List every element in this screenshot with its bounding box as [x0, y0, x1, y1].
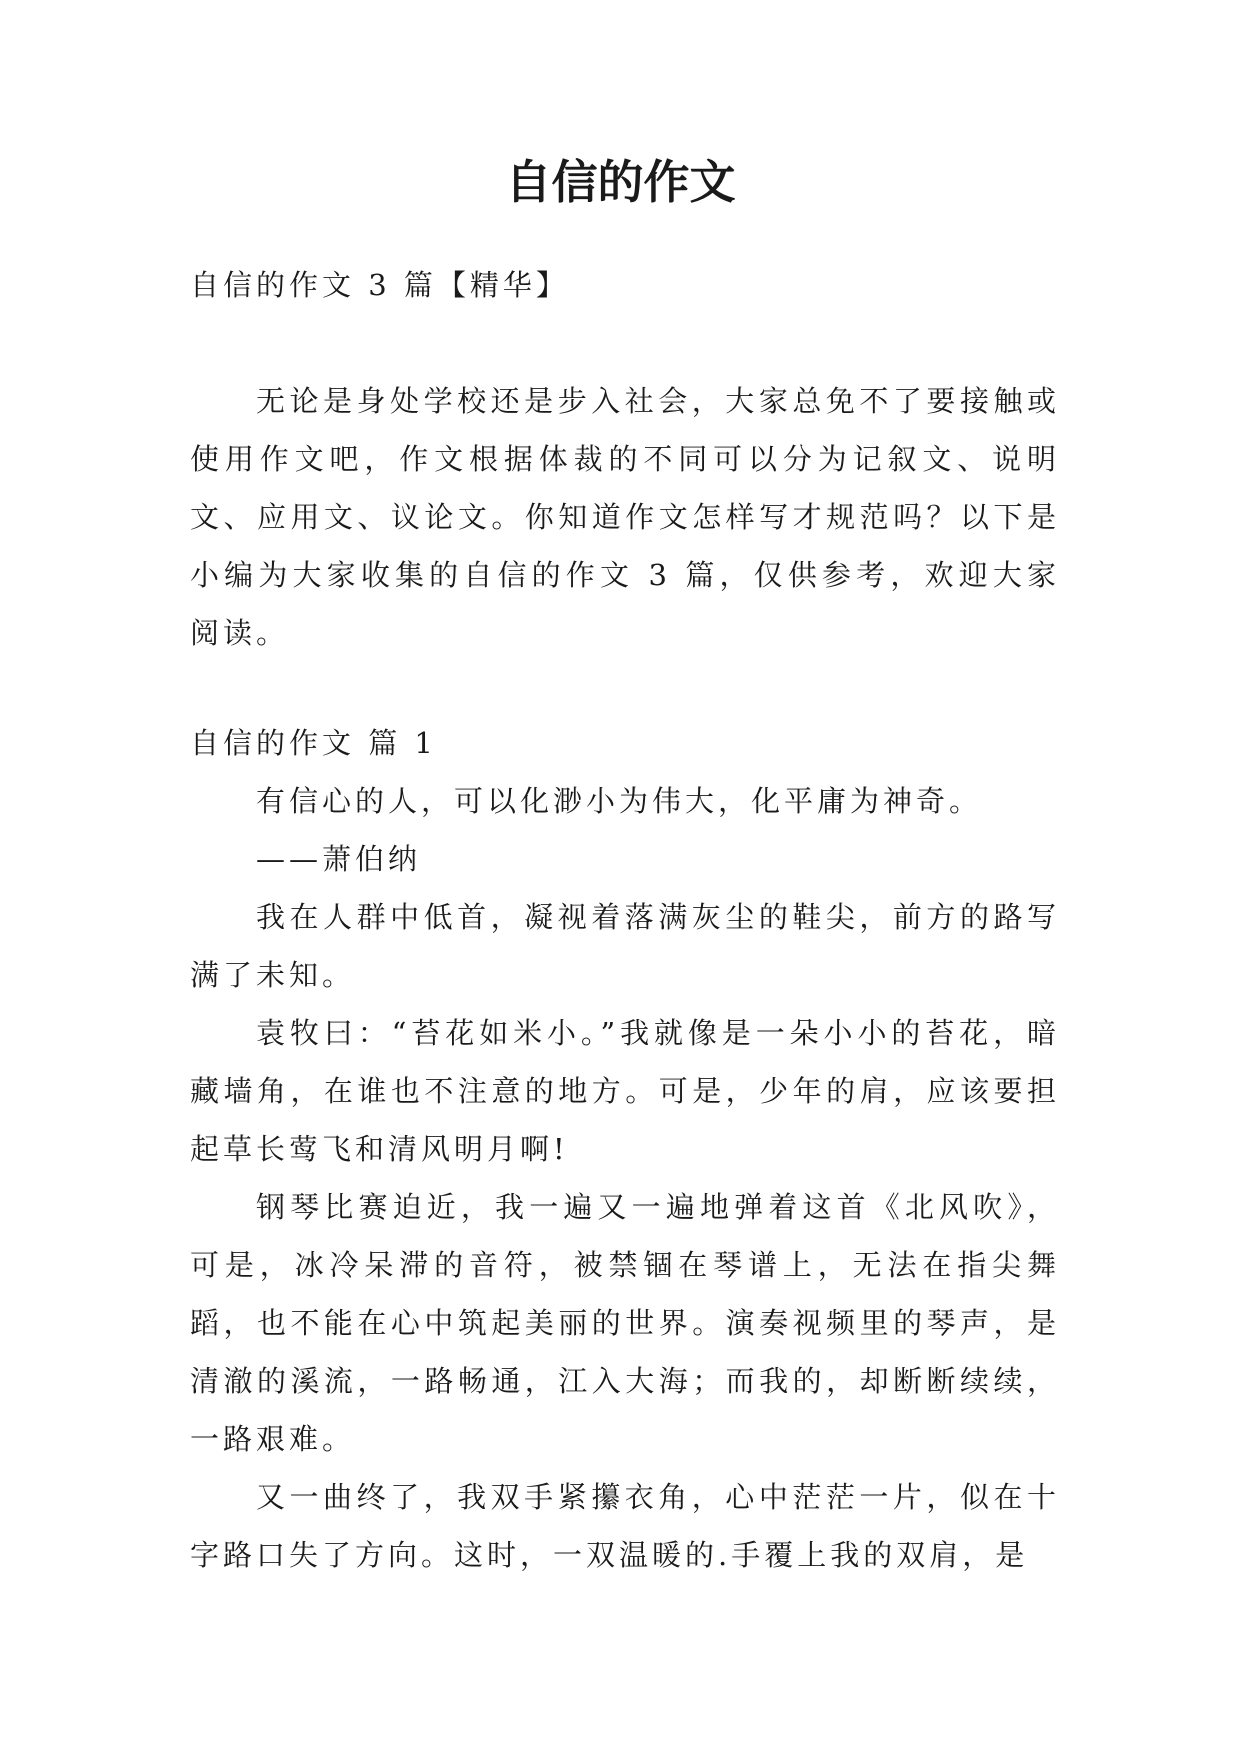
document-title: 自信的作文 — [505, 155, 736, 209]
intro-paragraph: 无论是身处学校还是步入社会，大家总免不了要接触或使用作文吧，作文根据体裁的不同可以分为记叙文、说明文、应用文、议论文。你知道作文怎样写才规范吗？以下是小编为大家收集的自信的作文 3 篇，仅供参考，欢迎大家阅读。 — [190, 384, 1060, 650]
section-heading: 自信的作文 篇 1 — [190, 726, 437, 760]
body-paragraph: 又一曲终了，我双手紧攥衣角，心中茫茫一片，似在十字路口失了方向。这时，一双温暖的.手覆上我的双肩，是 — [190, 1480, 1060, 1572]
quote-paragraph: 有信心的人，可以化渺小为伟大，化平庸为神奇。 — [256, 784, 983, 818]
body-paragraph: 钢琴比赛迫近，我一遍又一遍地弹着这首《北风吹》，可是，冰冷呆滞的音符，被禁锢在琴谱上，无法在指尖舞蹈，也不能在心中筑起美丽的世界。演奏视频里的琴声，是清澈的溪流，一路畅通，江入大海；而我的，却断断续续，一路艰难。 — [190, 1190, 1060, 1456]
quote-attribution: ——萧伯纳 — [256, 842, 422, 876]
document-body — [190, 256, 1060, 1584]
body-paragraph: 袁牧曰：“苔花如米小。”我就像是一朵小小的苔花，暗藏墙角，在谁也不注意的地方。可是，少年的肩，应该要担起草长莺飞和清风明月啊! — [190, 1016, 1060, 1166]
document-subtitle: 自信的作文 3 篇【精华】 — [190, 268, 569, 302]
spacer — [190, 662, 1060, 714]
body-paragraph: 我在人群中低首，凝视着落满灰尘的鞋尖，前方的路写满了未知。 — [190, 900, 1060, 992]
spacer — [190, 314, 1060, 372]
